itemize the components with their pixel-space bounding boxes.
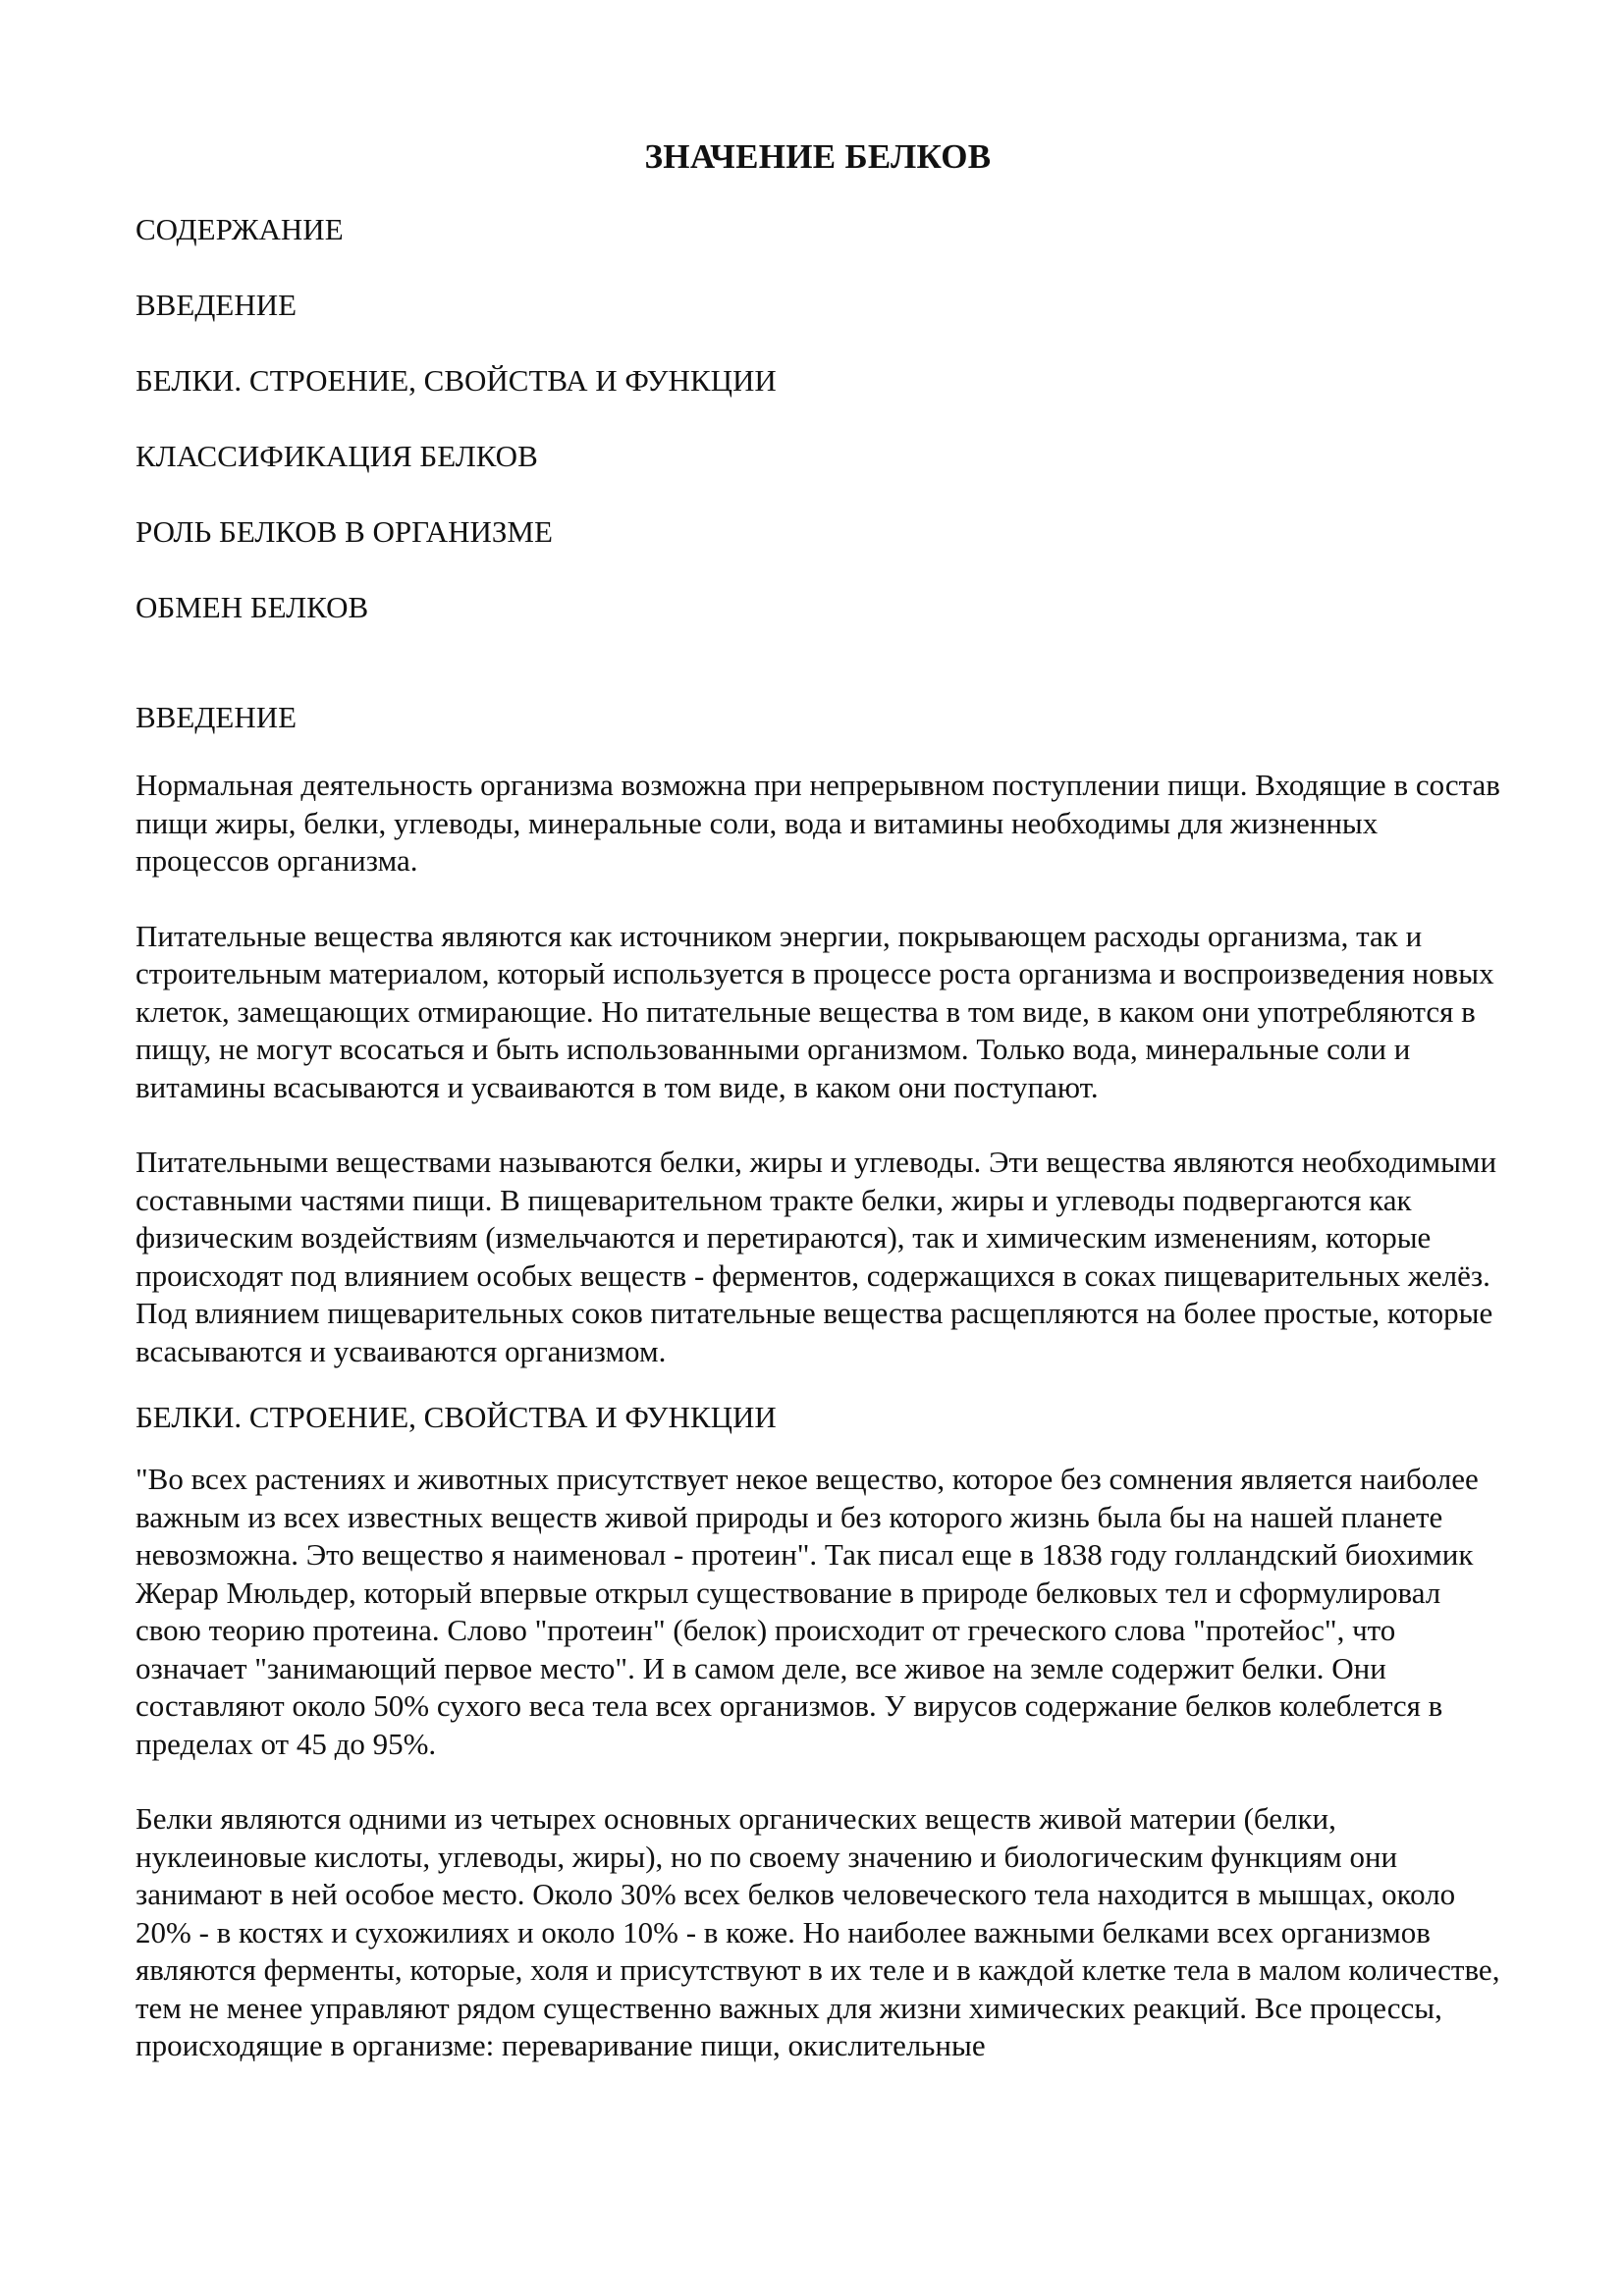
- toc-item-role: РОЛЬ БЕЛКОВ В ОРГАНИЗМЕ: [135, 514, 553, 549]
- paragraph: Питательные вещества являются как источником энергии, покрывающем расходы организма, так и строительным материалом, который используется в процессе роста организма и воспроизведения новых клеток, замещающих отмирающие. Но питательные вещества в том виде, в каком они употребляются в пищу, не могут всосаться и быть использованными организмом. Только вода, минеральные соли и витамины всасываются и усваиваются в том виде, в каком они поступают.: [135, 918, 1494, 1104]
- toc-item-metabolism: ОБМЕН БЕЛКОВ: [135, 590, 369, 624]
- toc-item-proteins-structure: БЕЛКИ. СТРОЕНИЕ, СВОЙСТВА И ФУНКЦИИ: [135, 363, 777, 398]
- document-body: [135, 128, 1500, 2065]
- paragraph: Нормальная деятельность организма возможна при непрерывном поступлении пищи. Входящие в состав пищи жиры, белки, углеводы, минеральные соли, вода и витамины необходимы для жизненных процессов организма.: [135, 768, 1500, 878]
- toc-item-classification: КЛАССИФИКАЦИЯ БЕЛКОВ: [135, 439, 538, 473]
- section-heading-proteins-structure: БЕЛКИ. СТРОЕНИЕ, СВОЙСТВА И ФУНКЦИИ: [135, 1400, 777, 1434]
- paragraph: Питательными веществами называются белки, жиры и углеводы. Эти вещества являются необходимыми составными частями пищи. В пищеварительном тракте белки, жиры и углеводы подвергаются как физическим воздействиям (измельчаются и перетираются), так и химическим изменениям, которые происходят под влиянием особых веществ - ферментов, содержащихся в соках пищеварительных желёз. Под влиянием пищеварительных соков питательные вещества расщепляются на более простые, которые всасываются и усваиваются организмом.: [135, 1145, 1497, 1368]
- paragraph: "Во всех растениях и животных присутствует некое вещество, которое без сомнения является наиболее важным из всех известных веществ живой природы и без которого жизнь была бы на нашей планете невозможна. Это вещество я наименовал - протеин". Так писал еще в 1838 году голландский биохимик Жерар Мюльдер, который впервые открыл существование в природе белковых тел и сформулировал свою теорию протеина. Слово "протеин" (белок) происходит от греческого слова "протейос", что означает "занимающий первое место". И в самом деле, все живое на земле содержит белки. Они составляют около 50% сухого веса тела всех организмов. У вирусов содержание белков колеблется в пределах от 45 до 95%.: [135, 1462, 1479, 1761]
- table-of-contents: [135, 210, 1500, 627]
- toc-item-introduction: ВВЕДЕНИЕ: [135, 288, 298, 322]
- paragraph: Белки являются одними из четырех основных органических веществ живой материи (белки, нуклеиновые кислоты, углеводы, жиры), но по своему значению и биологическим функциям они занимают в ней особое место. Около 30% всех белков человеческого тела находится в мышцах, около 20% - в костях и сухожилиях и около 10% - в коже. Но наиболее важными белками всех организмов являются ферменты, которые, холя и присутствуют в их теле и в каждой клетке тела в малом количестве, тем не менее управляют рядом существенно важных для жизни химических реакций. Все процессы, происходящие в организме: переваривание пищи, окислительные: [135, 1801, 1500, 2062]
- document-title: ЗНАЧЕНИЕ БЕЛКОВ: [644, 137, 992, 176]
- section-heading-introduction: ВВЕДЕНИЕ: [135, 700, 298, 734]
- toc-item-contents: СОДЕРЖАНИЕ: [135, 212, 344, 246]
